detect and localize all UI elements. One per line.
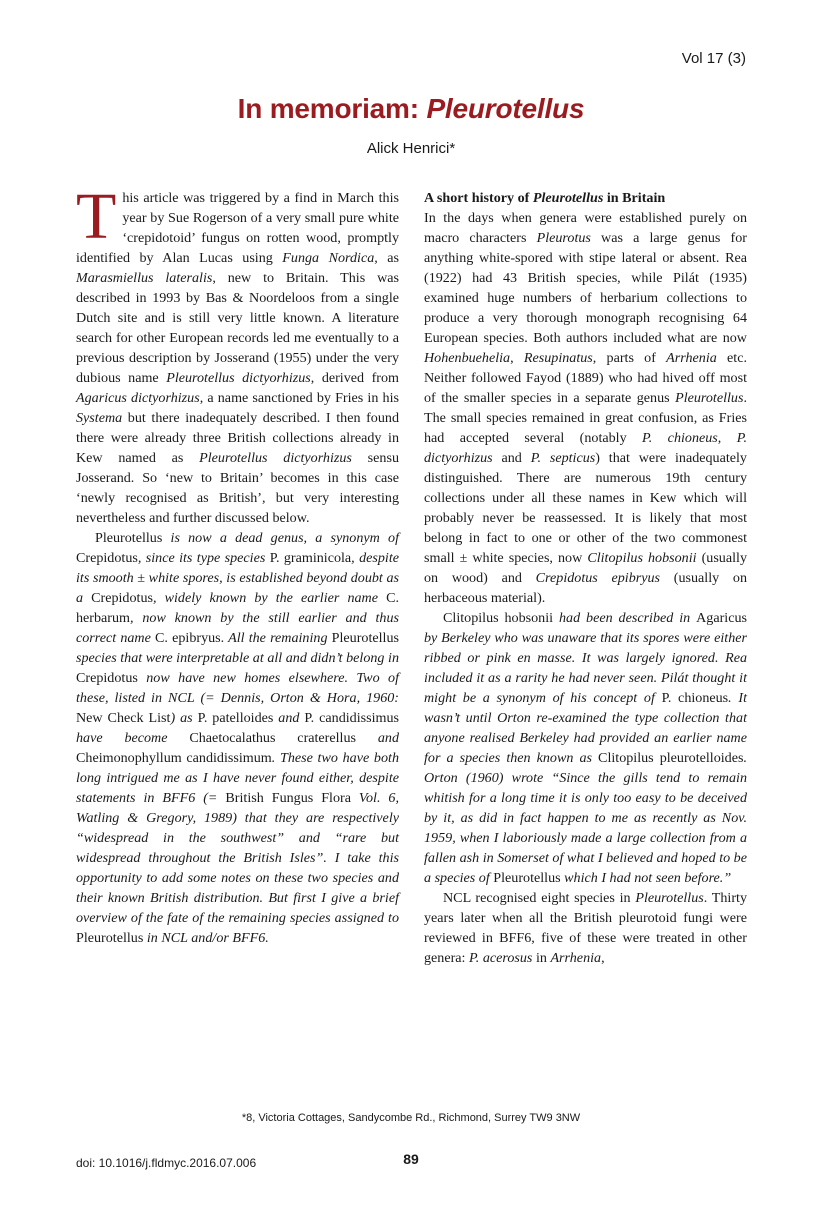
page-number: 89 (403, 1151, 419, 1167)
italic-text: which I had not seen before.” (560, 870, 732, 886)
author-name: Alick Henrici* (366, 140, 456, 157)
italic-text: Arrhenia (550, 950, 602, 966)
body-text: Pleurotellus (331, 630, 399, 646)
italic-text: Pleurotellus (635, 890, 704, 906)
body-text: etc. Neither followed Fayod (1889) who had hived off most of the smaller species in a separate genus (424, 350, 748, 406)
left-column (76, 180, 399, 948)
body-text: P. patelloides (197, 710, 274, 726)
body-text: in Britain (603, 190, 666, 206)
paragraph-history (424, 208, 747, 608)
body-text: C. herbarum (76, 590, 399, 626)
italic-text: Resupinatus (523, 350, 593, 366)
italic-text: and (356, 730, 399, 746)
italic-text: Hohenbuehelia (424, 350, 511, 366)
paragraph-clitopilus (424, 608, 747, 888)
italic-text: have become (76, 730, 190, 746)
italic-text: Pleurotellus dictyorhizus (166, 370, 311, 386)
italic-text: Vol. 6, Watling & Gregory, 1989) that they are respectively “widespread in the southwest” and “rare but widespread throughout the British Isles”. I take this opportunity to add some notes on these two species and their known British distribution. But first I give a brief overview of the fate of the remaining species assigned to (76, 790, 399, 926)
italic-text: in NCL and/or BFF6. (143, 930, 269, 946)
body-text: his article was triggered by a find in March this year by Sue Rogerson of a very small pure white ‘crepidotoid’ fungus on rotten wood, promptly identified by Alan Lucas using (76, 190, 399, 266)
italic-text: Pleurotellus (675, 390, 744, 406)
italic-text: , since its type species (137, 550, 270, 566)
body-text: , derived from (310, 370, 399, 386)
body-text: Crepidotus (76, 550, 138, 566)
body-text: and (492, 450, 531, 466)
italic-text: Marasmiellus lateralis (76, 270, 213, 286)
body-text: Pleurotellus (76, 930, 144, 946)
body-text: , a name sanctioned by Fries in his (199, 390, 399, 406)
italic-text: by Berkeley who was unaware that its spores were either ribbed or pink en masse. It was largely ignored. Rea included it as a rarity he had never seen. Pilát thought it might be a synonym of his concept of (424, 630, 747, 706)
italic-text: Crepidotus epibryus (535, 570, 661, 586)
italic-text: . It wasn’t until Orton re-examined the type collection that anyone realised Berkeley had provided an earlier name for a species then known as (424, 690, 748, 766)
body-text: Agaricus (696, 610, 747, 626)
body-text: P. graminicola (269, 550, 352, 566)
body-text: Clitopilus pleurotelloides (598, 750, 744, 766)
italic-text: , now known by the still earlier and thus correct name (76, 610, 399, 646)
body-text: C. epibryus. (155, 630, 225, 646)
title-genus: Pleurotellus (426, 93, 585, 124)
italic-text: Pleurotellus (532, 190, 604, 206)
italic-text: and (273, 710, 305, 726)
section-heading (424, 188, 747, 208)
italic-text: now have new homes elsewhere. Two of these, listed in NCL (= Dennis, Orton & Hora, 1960: (76, 670, 399, 706)
italic-text: Pleurotellus dictyorhizus (199, 450, 352, 466)
body-text: sensu Josserand. So ‘new to Britain’ becomes in this case ‘newly recognised as British’, but very interesting nevertheless and further discussed below. (76, 450, 399, 526)
body-text: , as (374, 250, 399, 266)
drop-cap: T (76, 180, 117, 253)
body-text: . The small species remained in great confusion, as Fries had accepted several (notably (424, 390, 747, 446)
italic-text: species that were interpretable at all and didn’t belong in (76, 650, 399, 666)
body-text: , (601, 950, 605, 966)
body-text: ) that were inadequately distinguished. There are numerous 19th century collections under all these names in Kew which will probably never be reassessed. It is likely that most belong in fact to one or other of the two commonest small ± white species, now (424, 450, 747, 566)
italic-text: P. septicus (530, 450, 596, 466)
doi-link[interactable]: doi: 10.1016/j.fldmyc.2016.07.006 (76, 1156, 257, 1170)
paragraph-dead-genus (76, 528, 399, 948)
italic-text: . Orton (1960) wrote “Since the gills tend to remain whitish for a long time it is only too easy to be deceived by it, as did in fact happen to me as recently as Nov. 1959, when I laboriously made a large collection from a fallen ash in Somerset of what I believed and hoped to be a species of (424, 750, 747, 886)
italic-text: ) as (170, 710, 198, 726)
body-text: British Fungus Flora (225, 790, 351, 806)
italic-text: Systema (76, 410, 123, 426)
body-text: P. chioneus (661, 690, 729, 706)
italic-text: Pleurotus (536, 230, 591, 246)
right-column (424, 188, 747, 968)
body-text: Cheimonophyllum candidissimum (76, 750, 272, 766)
author-footnote: *8, Victoria Cottages, Sandycombe Rd., Richmond, Surrey TW9 3NW (241, 1112, 581, 1124)
italic-text: , widely known by the earlier name (152, 590, 387, 606)
body-text: Pleurotellus (95, 530, 163, 546)
body-text: (usually on herbaceous material). (424, 570, 748, 606)
italic-text: Clitopilus hobsonii (587, 550, 697, 566)
body-text: In the days when genera were established purely on macro characters (424, 210, 747, 246)
body-text: P. candidissimus (304, 710, 399, 726)
body-text: Crepidotus (76, 670, 138, 686)
italic-text: P. acerosus (469, 950, 533, 966)
body-text: was a large genus for anything white-spored with stipe lateral or absent. Rea (1922) had 43 British species, while Pilát (1935) examined huge numbers of herbarium collections to produce a very thorough monograph recognising 64 European species. Both authors included what are now (424, 230, 747, 346)
body-text: , (510, 350, 524, 366)
italic-text: P. chioneus (642, 430, 718, 446)
body-text: , (717, 430, 737, 446)
body-text: Pleurotellus (493, 870, 561, 886)
italic-text: , despite its smooth ± white spores, is established beyond doubt as a (76, 550, 399, 606)
title-prefix: In memoriam: (237, 93, 427, 124)
body-text: but there inadequately described. I then found there were already three British collections already in Kew named as (76, 410, 399, 466)
italic-text: is now a dead genus, a synonym of (162, 530, 399, 546)
body-text: . Thirty years later when all the British pleurotoid fungi were reviewed in BFF6, five of these were treated in other genera: (424, 890, 747, 966)
body-text: Crepidotus (91, 590, 153, 606)
italic-text: Funga Nordica (282, 250, 375, 266)
italic-text: Arrhenia (666, 350, 717, 366)
italic-text: Agaricus dictyorhizus (76, 390, 200, 406)
italic-text: . These two have both long intrigued me as I have never found either, despite statements in BFF6 (= (76, 750, 399, 806)
body-text: NCL recognised eight species in (443, 890, 636, 906)
paragraph-intro (76, 180, 399, 528)
body-text: A short history of (424, 190, 533, 206)
body-text: , parts of (592, 350, 667, 366)
volume-label: Vol 17 (3) (681, 50, 746, 67)
body-text: New Check List (76, 710, 171, 726)
body-text: Clitopilus hobsonii (443, 610, 554, 626)
italic-text: had been described in (553, 610, 697, 626)
paragraph-ncl (424, 888, 747, 968)
italic-text: All the remaining (224, 630, 332, 646)
body-text: in (532, 950, 551, 966)
body-text: , new to Britain. This was described in 1993 by Bas & Noordeloos from a single Dutch site and is still very little known. A literature search for other European records led me eventually to a previous description by Josserand (1955) under the very dubious name (76, 270, 399, 386)
article-title (0, 93, 822, 125)
body-text: Chaetocalathus craterellus (189, 730, 356, 746)
body-text: (usually on wood) and (424, 550, 747, 586)
italic-text: P. dictyorhizus (424, 430, 748, 466)
